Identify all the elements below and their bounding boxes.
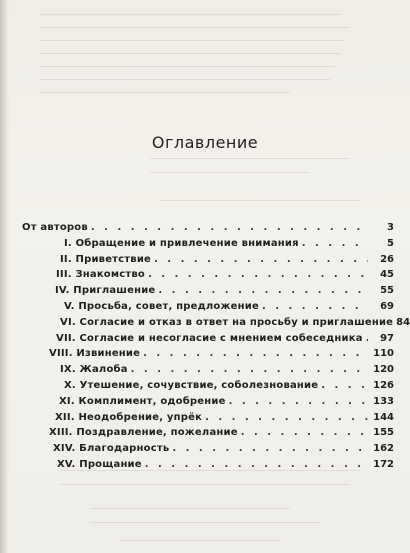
toc-page-number: 126 [373, 379, 394, 391]
toc-entry [22, 252, 394, 268]
toc-entry [22, 425, 394, 441]
show-through-line [60, 484, 350, 485]
toc-entry [22, 220, 394, 236]
table-of-contents [22, 220, 410, 473]
toc-entry-number: I. [64, 237, 72, 249]
toc-entry-label [22, 331, 366, 347]
toc-page-number: 155 [373, 427, 394, 439]
toc-entry-title: Неодобрение, упрёк [78, 411, 203, 423]
toc-dot-leader [262, 299, 368, 315]
toc-page-number: 84 [396, 316, 410, 328]
toc-entry-label [22, 283, 158, 299]
toc-dot-leader [158, 283, 368, 299]
toc-entry-label [22, 410, 205, 426]
toc-dot-leader [241, 425, 368, 441]
toc-entry-number: VIII. [49, 348, 73, 360]
show-through-line [90, 508, 290, 509]
toc-entry-label [22, 346, 143, 362]
toc-page-number: 5 [387, 237, 394, 249]
show-through-line [90, 522, 320, 523]
toc-entry-label [22, 394, 229, 410]
toc-entry-number: V. [64, 300, 75, 312]
toc-entry-number: XI. [59, 395, 75, 407]
toc-entry-title: Благодарность [79, 443, 170, 455]
toc-entry-label [22, 362, 131, 378]
page-binding-edge [0, 0, 9, 553]
toc-entry-label [22, 457, 145, 473]
toc-entry-title: Обращение и привлечение внимания [75, 237, 299, 249]
page-title: Оглавление [151, 133, 259, 152]
toc-dot-leader [91, 220, 368, 236]
toc-entry [22, 457, 394, 473]
show-through-line [160, 200, 360, 201]
show-through-line [40, 92, 290, 93]
toc-entry-title: Согласие и несогласие с мнением собеседника [79, 332, 363, 344]
toc-entry-number: XII. [55, 411, 75, 423]
toc-entry-title: Знакомство [75, 269, 145, 281]
toc-dot-leader [229, 394, 368, 410]
toc-dot-leader [145, 457, 368, 473]
toc-entry-title: Жалоба [79, 364, 128, 376]
show-through-line [40, 66, 335, 67]
toc-entry-number: IX. [60, 364, 76, 376]
toc-entry-number: VII. [56, 332, 76, 344]
show-through-line [40, 14, 340, 15]
toc-entry-title: Просьба, совет, предложение [78, 300, 259, 312]
toc-dot-leader [321, 378, 368, 394]
toc-entry-title: Комплимент, одобрение [78, 395, 226, 407]
toc-entry-title: От авторов [22, 222, 88, 233]
toc-dot-leader [302, 236, 368, 252]
toc-entry-label [22, 220, 91, 236]
toc-dot-leader [205, 410, 368, 426]
show-through-line [40, 79, 330, 80]
toc-entry-number: XIII. [49, 427, 73, 439]
toc-entry-number: III. [56, 269, 72, 281]
toc-entry [22, 410, 394, 426]
toc-dot-leader [148, 267, 368, 283]
toc-entry-number: XIV. [53, 443, 76, 455]
toc-dot-leader [172, 441, 368, 457]
toc-entry [22, 236, 394, 252]
toc-entry [22, 283, 394, 299]
toc-entry-title: Приветствие [75, 253, 152, 265]
toc-entry-label [22, 441, 172, 457]
show-through-line [40, 40, 345, 41]
toc-entry-label [22, 236, 302, 252]
toc-entry-label [22, 299, 262, 315]
toc-entry [22, 315, 410, 331]
toc-entry-label [22, 252, 154, 268]
toc-page-number: 110 [373, 348, 394, 360]
toc-entry-title: Утешение, сочувствие, соболезнование [79, 379, 319, 391]
toc-entry-number: VI. [60, 316, 76, 328]
toc-entry-title: Приглашение [73, 285, 156, 297]
toc-page-number: 3 [387, 222, 394, 233]
toc-entry [22, 441, 394, 457]
toc-entry-label [22, 267, 148, 283]
toc-entry-number: IV. [55, 285, 70, 297]
toc-entry [22, 267, 394, 283]
toc-entry-number: XV. [57, 458, 76, 470]
show-through-line [40, 27, 350, 28]
toc-entry [22, 362, 394, 378]
show-through-line [150, 158, 350, 159]
toc-dot-leader [154, 252, 368, 268]
toc-page-number: 69 [380, 300, 394, 312]
toc-page-number: 133 [373, 395, 394, 407]
show-through-line [150, 172, 310, 173]
toc-page-number: 45 [380, 269, 394, 281]
toc-entry [22, 394, 394, 410]
toc-entry [22, 331, 394, 347]
toc-dot-leader [143, 346, 368, 362]
toc-dot-leader [131, 362, 368, 378]
toc-page-number: 26 [380, 253, 394, 265]
toc-entry-title: Согласие и отказ в ответ на просьбу и приглашение [79, 316, 394, 328]
toc-entry [22, 346, 394, 362]
toc-page-number: 172 [373, 458, 394, 470]
toc-entry-title: Извинение [76, 348, 141, 360]
show-through-line [40, 53, 340, 54]
toc-entry-label [22, 425, 241, 441]
toc-entry-title: Поздравление, пожелание [76, 427, 238, 439]
toc-entry [22, 378, 394, 394]
toc-entry-number: X. [64, 379, 76, 391]
toc-entry-label [22, 315, 396, 331]
toc-entry-label [22, 378, 321, 394]
show-through-line [120, 540, 280, 541]
toc-entry-title: Прощание [79, 458, 142, 470]
toc-entry-number: II. [60, 253, 72, 265]
toc-page-number: 144 [373, 411, 394, 423]
toc-page-number: 120 [373, 364, 394, 376]
toc-page-number: 55 [380, 285, 394, 297]
toc-page-number: 97 [380, 332, 394, 344]
toc-entry [22, 299, 394, 315]
toc-page-number: 162 [373, 443, 394, 455]
